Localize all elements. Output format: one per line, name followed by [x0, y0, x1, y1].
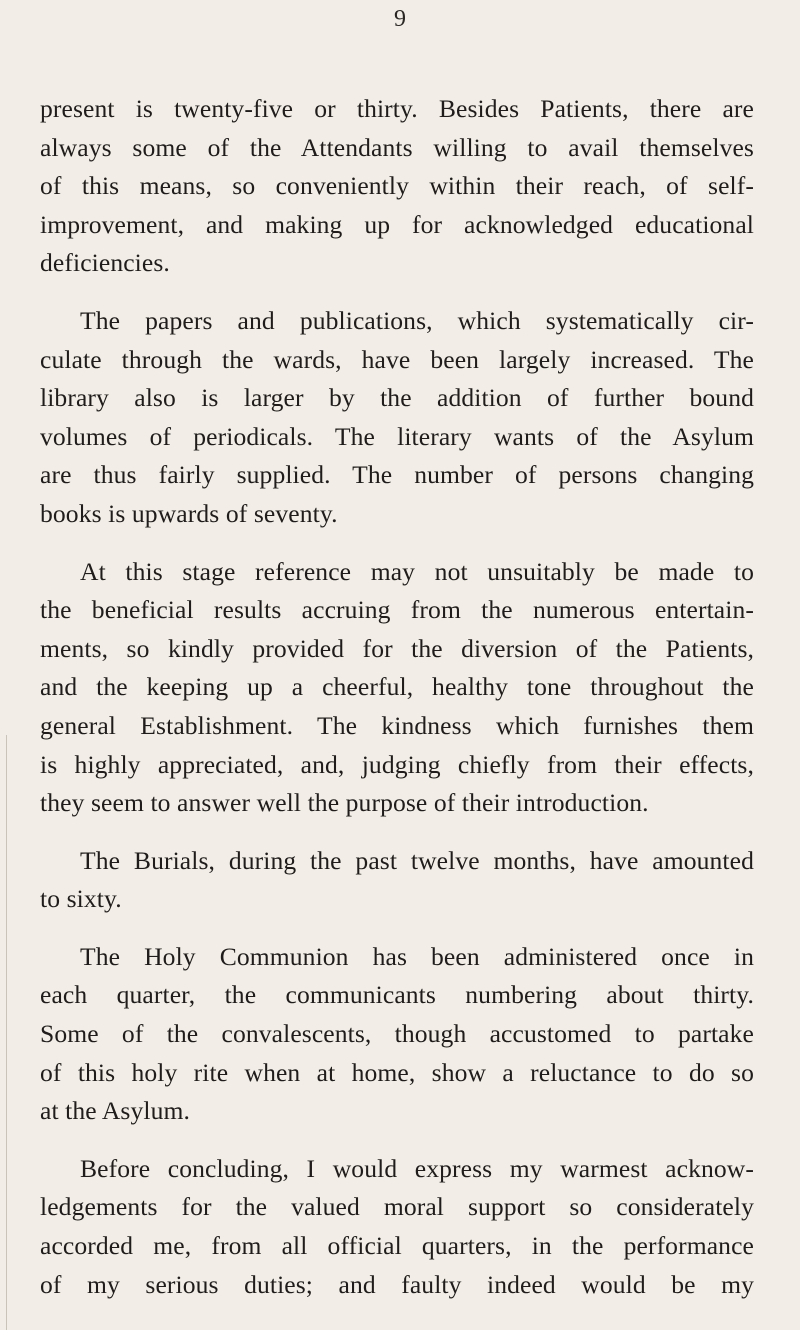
- body-text: [40, 90, 754, 1304]
- paragraph-entertainments: [40, 553, 754, 823]
- text-line: they seem to answer well the purpose of their introduction.: [40, 788, 649, 818]
- text-line: the beneficial results accruing from the numerous entertain-: [40, 595, 754, 625]
- text-line: always some of the Attendants willing to avail themselves: [40, 132, 754, 162]
- paragraph-holy-communion: [40, 938, 754, 1131]
- text-line: The Burials, during the past twelve months, have amounted: [80, 845, 754, 875]
- text-line: library also is larger by the addition of further bound: [40, 383, 754, 413]
- text-line: culate through the wards, have been largely increased. The: [40, 344, 754, 374]
- text-line: general Establishment. The kindness which furnishes them: [40, 710, 754, 740]
- page-number: 9: [394, 6, 406, 32]
- text-line: deficiencies.: [40, 248, 170, 278]
- text-line: ledgements for the valued moral support so considerately: [40, 1192, 754, 1222]
- text-line: of this means, so conveniently within their reach, of self-: [40, 171, 754, 201]
- paragraph-burials: [40, 842, 754, 919]
- text-line: to sixty.: [40, 884, 122, 914]
- text-line: ments, so kindly provided for the diversion of the Patients,: [40, 633, 754, 663]
- text-line: at the Asylum.: [40, 1096, 190, 1126]
- text-line: The Holy Communion has been administered once in: [80, 941, 754, 971]
- text-line: improvement, and making up for acknowledged educational: [40, 209, 754, 239]
- text-line: each quarter, the communicants numbering about thirty.: [40, 980, 754, 1010]
- text-line: accorded me, from all official quarters, in the performance: [40, 1231, 754, 1261]
- text-line: volumes of periodicals. The literary wants of the Asylum: [40, 421, 754, 451]
- text-line: Before concluding, I would express my warmest acknow-: [80, 1153, 754, 1183]
- text-line: The papers and publications, which systematically cir-: [80, 305, 754, 335]
- text-line: present is twenty-five or thirty. Besides Patients, there are: [40, 94, 754, 123]
- margin-shadow-line: [6, 735, 7, 1330]
- text-line: are thus fairly supplied. The number of persons changing: [40, 460, 754, 490]
- text-line: At this stage reference may not unsuitably be made to: [80, 556, 754, 586]
- paragraph-papers-and-library: [40, 302, 754, 534]
- text-line: of this holy rite when at home, show a reluctance to do so: [40, 1057, 754, 1087]
- paragraph-acknowledgements: [40, 1150, 754, 1304]
- text-line: and the keeping up a cheerful, healthy tone throughout the: [40, 672, 754, 702]
- paragraph-attendants-self-improvement: [40, 90, 754, 283]
- text-line: books is upwards of seventy.: [40, 498, 338, 528]
- text-line: is highly appreciated, and, judging chiefly from their effects,: [40, 749, 754, 779]
- text-line: of my serious duties; and faulty indeed would be my: [40, 1269, 754, 1299]
- text-line: Some of the convalescents, though accustomed to partake: [40, 1019, 754, 1049]
